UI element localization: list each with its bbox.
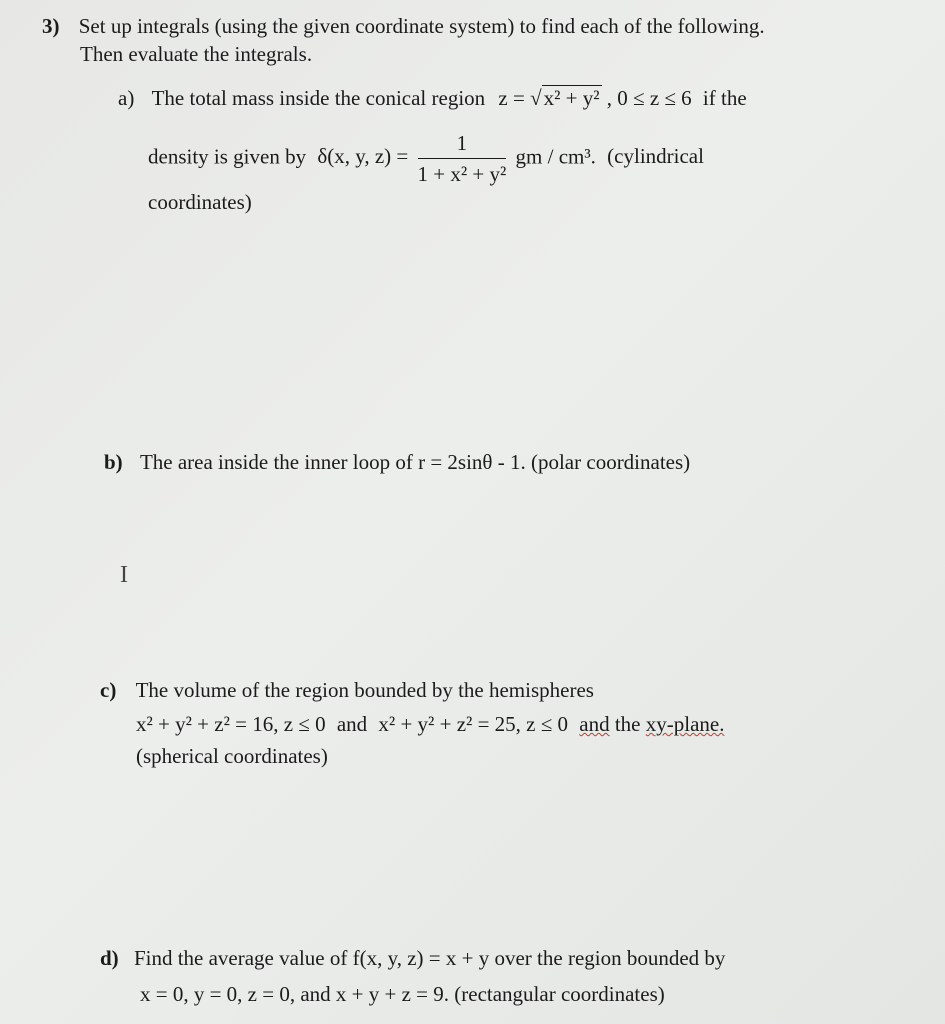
part-b-label: b) bbox=[104, 450, 123, 474]
part-a-region-range: , 0 ≤ z ≤ 6 bbox=[606, 86, 692, 110]
fraction-numerator: 1 bbox=[418, 130, 507, 159]
part-a-line1: a) The total mass inside the conical region z = √x² + y² , 0 ≤ z ≤ 6 if the bbox=[118, 86, 747, 110]
part-c-text2: the bbox=[614, 712, 641, 736]
part-c-label: c) bbox=[100, 678, 117, 702]
part-a-density-fn: δ(x, y, z) = bbox=[317, 144, 409, 169]
fraction-denominator: 1 + x² + y² bbox=[417, 162, 507, 186]
part-d-label: d) bbox=[100, 946, 119, 970]
part-c-and2: and bbox=[579, 712, 610, 736]
part-a-coord-note1: (cylindrical bbox=[607, 144, 704, 169]
text-cursor-icon: I bbox=[120, 562, 128, 588]
part-c-text1: The volume of the region bounded by the hemispheres bbox=[135, 678, 594, 702]
part-a-coord-note2: coordinates) bbox=[148, 190, 252, 214]
part-a-units: gm / cm³. bbox=[515, 144, 596, 169]
part-a-density-text: density is given by bbox=[148, 144, 307, 169]
part-c-line2 bbox=[136, 712, 724, 736]
part-a-region-lhs: z = bbox=[498, 86, 525, 110]
problem-intro-line1: Set up integrals (using the given coordinate system) to find each of the following. bbox=[78, 14, 765, 38]
part-c-plane: xy-plane. bbox=[645, 712, 725, 736]
problem-header bbox=[42, 14, 765, 38]
problem-number: 3) bbox=[42, 14, 60, 38]
part-a-text1: The total mass inside the conical region bbox=[151, 86, 486, 110]
part-c-and1: and bbox=[336, 712, 368, 736]
part-a-label: a) bbox=[118, 86, 135, 110]
part-d-text1: Find the average value of f(x, y, z) = x + y over the region bounded by bbox=[133, 946, 726, 970]
part-b-text: The area inside the inner loop of r = 2sinθ - 1. (polar coordinates) bbox=[139, 450, 691, 474]
part-c-line1 bbox=[100, 678, 594, 702]
part-d-line1 bbox=[100, 946, 725, 970]
part-a-region-sqrt: x² + y² bbox=[543, 86, 600, 110]
problem-intro-line2: Then evaluate the integrals. bbox=[80, 42, 313, 66]
part-b-line bbox=[104, 450, 690, 474]
part-c-eq2: x² + y² + z² = 25, z ≤ 0 bbox=[378, 712, 569, 736]
part-a-line2 bbox=[148, 130, 704, 187]
part-c-eq1: x² + y² + z² = 16, z ≤ 0 bbox=[136, 712, 326, 736]
density-fraction bbox=[418, 130, 507, 187]
part-a-text2: if the bbox=[702, 86, 747, 110]
part-d-line2: x = 0, y = 0, z = 0, and x + y + z = 9. (rectangular coordinates) bbox=[140, 982, 665, 1006]
part-c-coord-note: (spherical coordinates) bbox=[136, 744, 328, 768]
